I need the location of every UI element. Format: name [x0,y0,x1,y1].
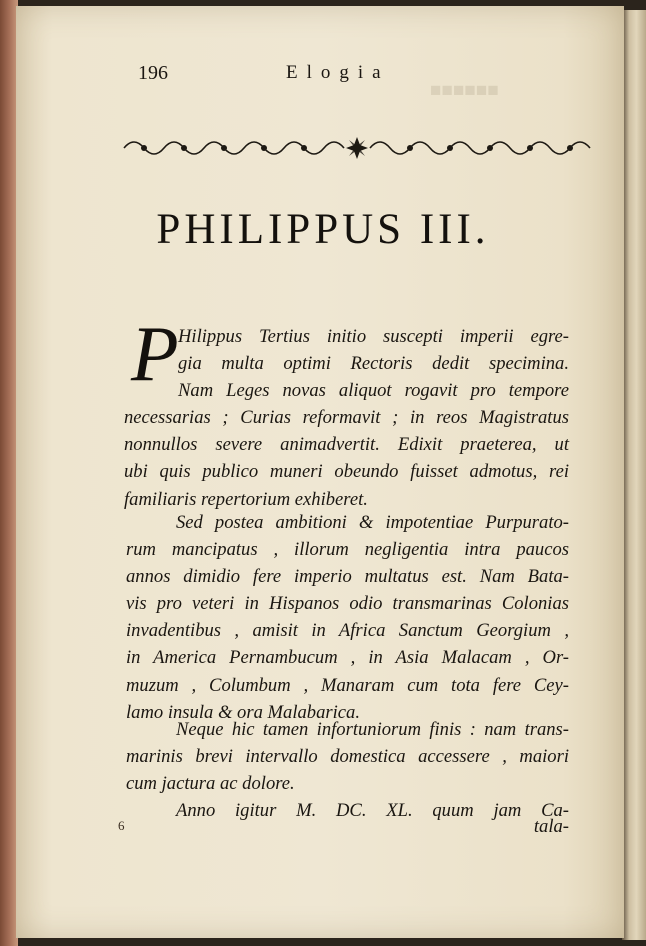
signature-mark: 6 [118,818,125,833]
text-line: Hilippus Tertius initio suscepti imperii egre- [178,326,569,347]
page-header [138,62,598,84]
page-number: 196 [138,62,168,84]
text-line: in America Pernambucum , in Asia Malacam , Or- [126,647,569,669]
text-line: marinis brevi intervallo domestica accessere , maiori [126,746,569,768]
text-line: vis pro veteri in Hispanos odio transmarinas Colonias [126,593,569,615]
running-head: Elogia [286,62,390,83]
text-line: gia multa optimi Rectoris dedit specimina. [178,353,569,375]
text-line: rum mancipatus , illorum negligentia intra paucos [126,539,569,561]
paragraph-2 [126,509,569,726]
text-line: muzum , Columbum , Manaram cum tota fere Cey- [126,674,569,696]
show-through-shadow: ■■■■■■ [430,80,499,101]
text-line: Nam Leges novas aliquot rogavit pro tempore [178,380,569,402]
paragraph-1 [124,323,569,513]
text-line: Neque hic tamen infortuniorum finis : nam trans- [176,719,569,740]
text-line: lamo insula & ora Malabarica. [126,701,360,723]
text-line: invadentibus , amisit in Africa Sanctum Georgium , [126,620,569,642]
text-line: necessarias ; Curias reformavit ; in reos Magistratus [124,407,569,429]
chapter-title: PHILIPPUS III. [156,206,490,253]
text-line: nonnullos severe animadvertit. Edixit praeterea, ut [124,434,569,456]
drop-cap: P [131,310,179,397]
ornament-band-icon [122,136,592,160]
paragraph-3 [126,716,569,824]
text-line: cum jactura ac dolore. [126,773,295,795]
text-line: familiaris repertorium exhiberet. [124,488,368,510]
right-page-stack [622,10,646,940]
text-line: Sed postea ambitioni & impotentiae Purpurato- [176,512,569,533]
text-line: annos dimidio fere imperio multatus est. Nam Bata- [126,566,569,588]
text-line: Anno igitur M. DC. XL. quum jam Ca- [176,800,569,822]
catchword: tala- [533,816,569,837]
text-line: ubi quis publico muneri obeundo fuisset admotus, rei [124,461,569,483]
